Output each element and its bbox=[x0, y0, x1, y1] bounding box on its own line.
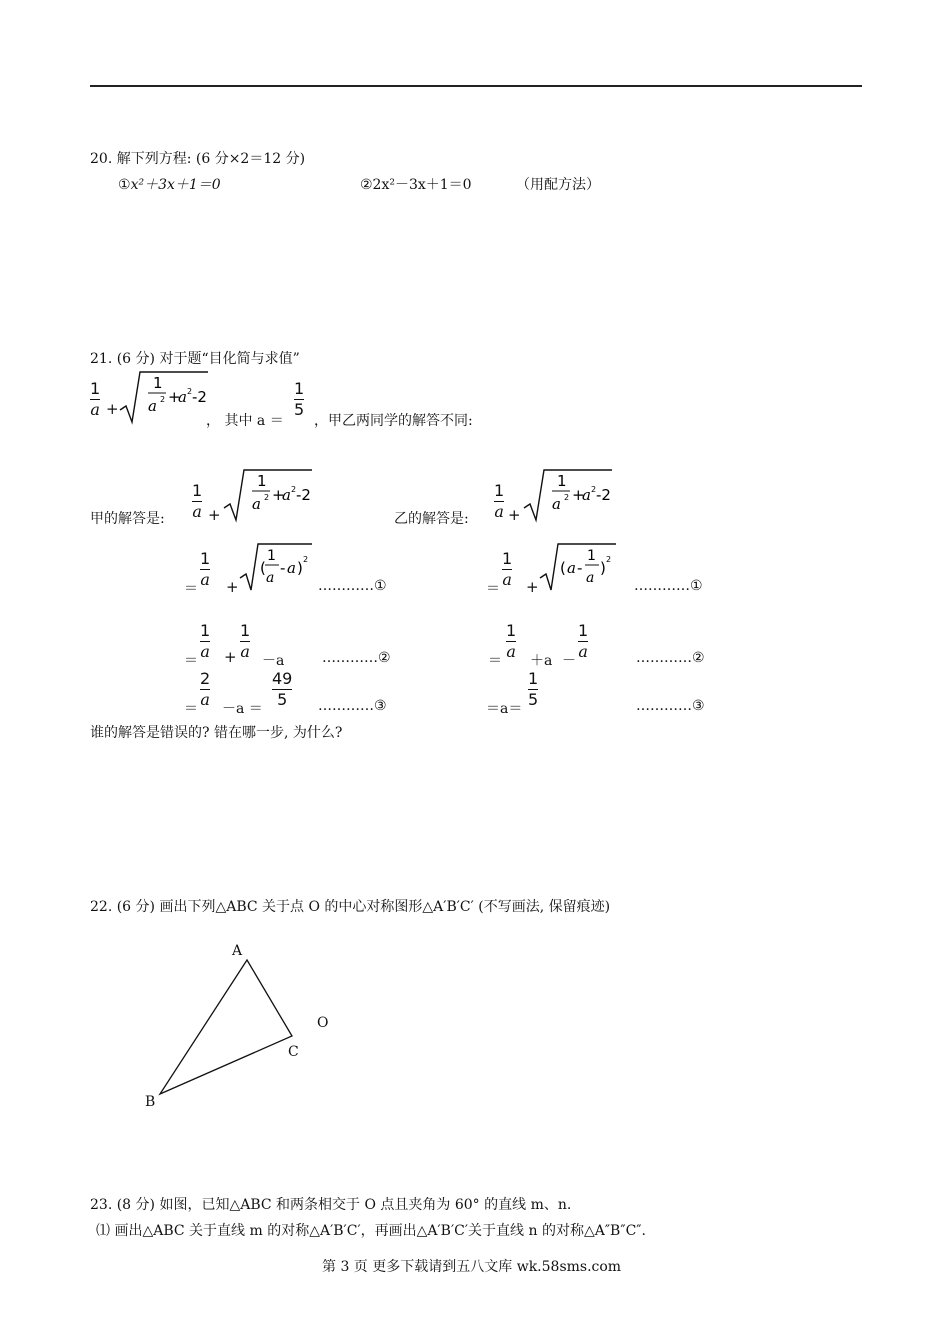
q21-title: 21. (6 分) 对于题“目化简与求值” bbox=[90, 351, 300, 367]
jia-step3-frac: 2 a bbox=[200, 669, 211, 709]
q20-title: 20. 解下列方程: (6 分×2＝12 分) bbox=[90, 151, 306, 167]
svg-text:2: 2 bbox=[591, 485, 597, 494]
jia-label: 甲的解答是: bbox=[90, 511, 165, 527]
yi-fraction: 1 a bbox=[494, 481, 505, 521]
svg-text:2: 2 bbox=[187, 387, 193, 396]
svg-text:1: 1 bbox=[267, 548, 276, 564]
yi-step2-minus: － bbox=[562, 653, 576, 669]
yi-step1-eq: ＝ bbox=[486, 581, 500, 597]
label-o: O bbox=[317, 1015, 329, 1031]
svg-text:a: a bbox=[567, 559, 576, 577]
jia-step1-eq: ＝ bbox=[184, 581, 198, 597]
jia-step3-eq: ＝ bbox=[184, 701, 198, 717]
yi-plus: + bbox=[508, 506, 521, 524]
svg-text:-: - bbox=[280, 559, 286, 577]
yi-step3-frac: 1 5 bbox=[528, 669, 539, 709]
q21-where: ， 其中 a ＝ bbox=[206, 413, 284, 429]
svg-text:a: a bbox=[252, 495, 261, 513]
yi-step1-mark: …………① bbox=[634, 578, 703, 594]
svg-text:a: a bbox=[582, 486, 591, 504]
svg-text:a: a bbox=[148, 397, 157, 415]
jia-step2-frac2: 1 a bbox=[240, 621, 251, 661]
jia-sqrt bbox=[222, 466, 314, 526]
jia-step2-mark: …………② bbox=[322, 650, 391, 666]
svg-text:-2: -2 bbox=[296, 486, 311, 504]
yi-step2-eq: ＝ bbox=[488, 653, 502, 669]
yi-step1-frac: 1 a bbox=[502, 549, 513, 589]
svg-text:1: 1 bbox=[557, 472, 567, 490]
svg-text:-2: -2 bbox=[192, 388, 207, 406]
svg-text:+: + bbox=[168, 388, 181, 406]
expr-fraction: 1 a bbox=[90, 379, 101, 419]
q23-part1: ⑴ 画出△ABC 关于直线 m 的对称△A′B′C′，再画出△A′B′C′关于直线 n 的对称△A″B″C″. bbox=[96, 1223, 646, 1239]
q21-tail: ，甲乙两同学的解答不同: bbox=[314, 413, 473, 429]
svg-text:a: a bbox=[282, 486, 291, 504]
svg-text:): ) bbox=[600, 559, 606, 577]
q22-title: 22. (6 分) 画出下列△ABC 关于点 O 的中心对称图形△A′B′C′ (不写画法, 保留痕迹) bbox=[90, 899, 611, 915]
svg-text:2: 2 bbox=[564, 493, 570, 502]
q21-question: 谁的解答是错误的? 错在哪一步, 为什么? bbox=[90, 725, 343, 741]
svg-text:a: a bbox=[266, 570, 275, 586]
jia-step1-sqrt bbox=[238, 540, 314, 596]
yi-sqrt bbox=[522, 466, 614, 526]
q20-eq2: ②2x²－3x＋1＝0 bbox=[360, 177, 472, 193]
yi-step2-mark: …………② bbox=[636, 650, 705, 666]
yi-step2-frac2: 1 a bbox=[578, 621, 589, 661]
jia-step2-tail: －a bbox=[262, 653, 285, 669]
jia-step3-result: 49 5 bbox=[272, 669, 293, 709]
jia-step3-mark: …………③ bbox=[318, 698, 387, 714]
svg-text:(: ( bbox=[260, 559, 266, 577]
label-c: C bbox=[288, 1044, 299, 1060]
svg-text:2: 2 bbox=[291, 485, 297, 494]
page-footer: 第 3 页 更多下载请到五八文库 wk.58sms.com bbox=[322, 1259, 622, 1275]
svg-text:2: 2 bbox=[303, 555, 309, 564]
header-rule bbox=[90, 85, 862, 87]
svg-text:2: 2 bbox=[264, 493, 270, 502]
yi-step2-mid: ＋a bbox=[530, 653, 553, 669]
a-value-fraction: 1 5 bbox=[294, 379, 305, 419]
svg-text:+: + bbox=[572, 486, 585, 504]
svg-text:+: + bbox=[272, 486, 285, 504]
yi-step3-mark: …………③ bbox=[636, 698, 705, 714]
svg-text:2: 2 bbox=[606, 555, 612, 564]
triangle-abc bbox=[160, 960, 292, 1094]
jia-step3-mid: －a ＝ bbox=[222, 701, 263, 717]
jia-plus: + bbox=[208, 506, 221, 524]
svg-text:a: a bbox=[552, 495, 561, 513]
jia-step1-frac: 1 a bbox=[200, 549, 211, 589]
q20-eq1: ①x²＋3x＋1＝0 bbox=[118, 177, 221, 193]
yi-step1-sqrt bbox=[538, 540, 618, 596]
jia-step1-plus: + bbox=[226, 578, 239, 596]
yi-step2-frac1: 1 a bbox=[506, 621, 517, 661]
jia-step2-eq: ＝ bbox=[184, 653, 198, 669]
svg-text:1: 1 bbox=[153, 374, 163, 392]
jia-step1-mark: …………① bbox=[318, 578, 387, 594]
yi-step1-plus: + bbox=[526, 578, 539, 596]
svg-text:): ) bbox=[297, 559, 303, 577]
svg-text:1: 1 bbox=[257, 472, 267, 490]
q20-eq2-note: （用配方法） bbox=[516, 177, 600, 193]
expr-sqrt bbox=[118, 368, 210, 428]
jia-step2-frac1: 1 a bbox=[200, 621, 211, 661]
svg-text:(: ( bbox=[560, 559, 566, 577]
svg-text:-2: -2 bbox=[596, 486, 611, 504]
yi-label: 乙的解答是: bbox=[394, 511, 469, 527]
expr-plus: + bbox=[106, 400, 119, 418]
svg-text:a: a bbox=[178, 388, 187, 406]
svg-text:1: 1 bbox=[587, 548, 596, 564]
jia-step2-plus: + bbox=[224, 648, 237, 666]
svg-text:a: a bbox=[287, 559, 296, 577]
yi-step3-eq: ＝a＝ bbox=[486, 701, 523, 717]
label-a: A bbox=[232, 943, 243, 959]
svg-text:2: 2 bbox=[160, 395, 166, 404]
jia-fraction: 1 a bbox=[192, 481, 203, 521]
q23-title: 23. (8 分) 如图，已知△ABC 和两条相交于 O 点且夹角为 60° 的直线 m、n. bbox=[90, 1197, 572, 1213]
label-b: B bbox=[145, 1094, 156, 1110]
svg-text:-: - bbox=[577, 559, 583, 577]
svg-text:a: a bbox=[586, 570, 595, 586]
